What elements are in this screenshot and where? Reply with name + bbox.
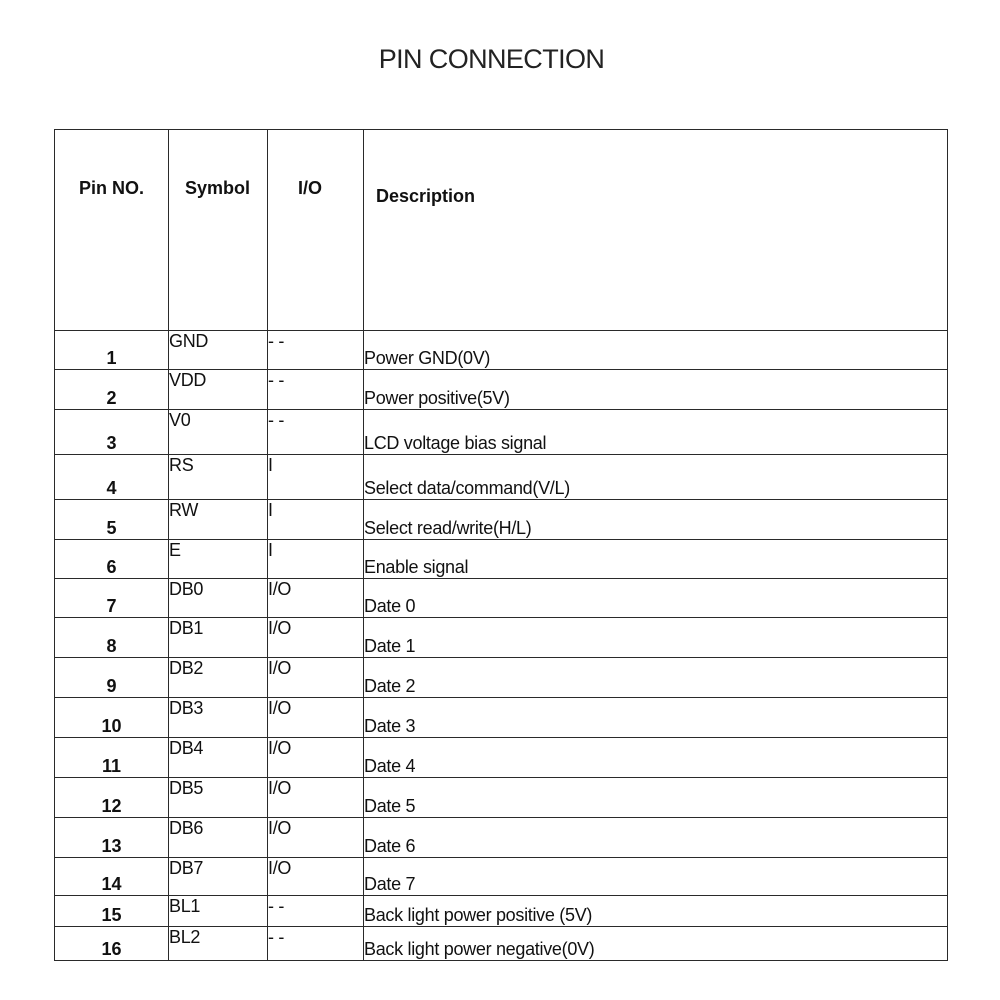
symbol-cell: E xyxy=(169,540,268,579)
symbol-cell: DB2 xyxy=(169,658,268,698)
io-cell: I xyxy=(268,500,364,540)
header-io: I/O xyxy=(268,130,364,331)
description-cell: Date 4 xyxy=(364,738,948,778)
pin-number-cell: 14 xyxy=(55,858,169,896)
pin-number-cell: 13 xyxy=(55,818,169,858)
symbol-cell: DB5 xyxy=(169,778,268,818)
pin-number-cell: 16 xyxy=(55,927,169,961)
table-body xyxy=(55,331,948,961)
symbol-cell: DB4 xyxy=(169,738,268,778)
header-symbol: Symbol xyxy=(169,130,268,331)
description-cell: Back light power negative(0V) xyxy=(364,927,948,961)
io-cell: I/O xyxy=(268,738,364,778)
symbol-cell: VDD xyxy=(169,370,268,410)
table-header-row xyxy=(55,130,948,331)
pin-number-cell: 2 xyxy=(55,370,169,410)
io-cell: - - xyxy=(268,370,364,410)
description-cell: Date 7 xyxy=(364,858,948,896)
pin-number-cell: 12 xyxy=(55,778,169,818)
symbol-cell: RS xyxy=(169,455,268,500)
description-cell: Date 3 xyxy=(364,698,948,738)
description-cell: Select read/write(H/L) xyxy=(364,500,948,540)
description-cell: Back light power positive (5V) xyxy=(364,896,948,927)
pin-connection-table xyxy=(54,129,948,961)
io-cell: I/O xyxy=(268,858,364,896)
table-row xyxy=(55,618,948,658)
description-cell: Date 6 xyxy=(364,818,948,858)
io-cell: I/O xyxy=(268,698,364,738)
io-cell: - - xyxy=(268,896,364,927)
io-cell: I/O xyxy=(268,818,364,858)
table-row xyxy=(55,896,948,927)
pin-number-cell: 15 xyxy=(55,896,169,927)
io-cell: - - xyxy=(268,331,364,370)
pin-number-cell: 7 xyxy=(55,579,169,618)
description-cell: Date 1 xyxy=(364,618,948,658)
symbol-cell: RW xyxy=(169,500,268,540)
pin-number-cell: 1 xyxy=(55,331,169,370)
symbol-cell: DB6 xyxy=(169,818,268,858)
symbol-cell: DB7 xyxy=(169,858,268,896)
table-row xyxy=(55,540,948,579)
io-cell: - - xyxy=(268,410,364,455)
symbol-cell: V0 xyxy=(169,410,268,455)
io-cell: I/O xyxy=(268,778,364,818)
io-cell: I/O xyxy=(268,618,364,658)
table-row xyxy=(55,818,948,858)
pin-number-cell: 10 xyxy=(55,698,169,738)
description-cell: Date 0 xyxy=(364,579,948,618)
table-row xyxy=(55,858,948,896)
description-cell: Select data/command(V/L) xyxy=(364,455,948,500)
table-row xyxy=(55,579,948,618)
io-cell: - - xyxy=(268,927,364,961)
description-cell: LCD voltage bias signal xyxy=(364,410,948,455)
page-title: PIN CONNECTION xyxy=(378,44,605,74)
symbol-cell: DB0 xyxy=(169,579,268,618)
description-cell: Power GND(0V) xyxy=(364,331,948,370)
io-cell: I xyxy=(268,455,364,500)
pin-number-cell: 11 xyxy=(55,738,169,778)
table-row xyxy=(55,410,948,455)
symbol-cell: GND xyxy=(169,331,268,370)
pin-number-cell: 9 xyxy=(55,658,169,698)
table-row xyxy=(55,370,948,410)
pin-number-cell: 3 xyxy=(55,410,169,455)
symbol-cell: DB3 xyxy=(169,698,268,738)
header-pin-no: Pin NO. xyxy=(55,130,169,331)
symbol-cell: BL2 xyxy=(169,927,268,961)
pin-number-cell: 8 xyxy=(55,618,169,658)
table-row xyxy=(55,331,948,370)
io-cell: I xyxy=(268,540,364,579)
table-row xyxy=(55,698,948,738)
description-cell: Date 2 xyxy=(364,658,948,698)
io-cell: I/O xyxy=(268,579,364,618)
symbol-cell: BL1 xyxy=(169,896,268,927)
pin-number-cell: 4 xyxy=(55,455,169,500)
table-row xyxy=(55,738,948,778)
header-description: Description xyxy=(364,130,948,331)
table-row xyxy=(55,778,948,818)
description-cell: Power positive(5V) xyxy=(364,370,948,410)
pin-number-cell: 5 xyxy=(55,500,169,540)
io-cell: I/O xyxy=(268,658,364,698)
table-row xyxy=(55,500,948,540)
table-row xyxy=(55,455,948,500)
table-row xyxy=(55,658,948,698)
pin-number-cell: 6 xyxy=(55,540,169,579)
description-cell: Date 5 xyxy=(364,778,948,818)
symbol-cell: DB1 xyxy=(169,618,268,658)
description-cell: Enable signal xyxy=(364,540,948,579)
table-row xyxy=(55,927,948,961)
